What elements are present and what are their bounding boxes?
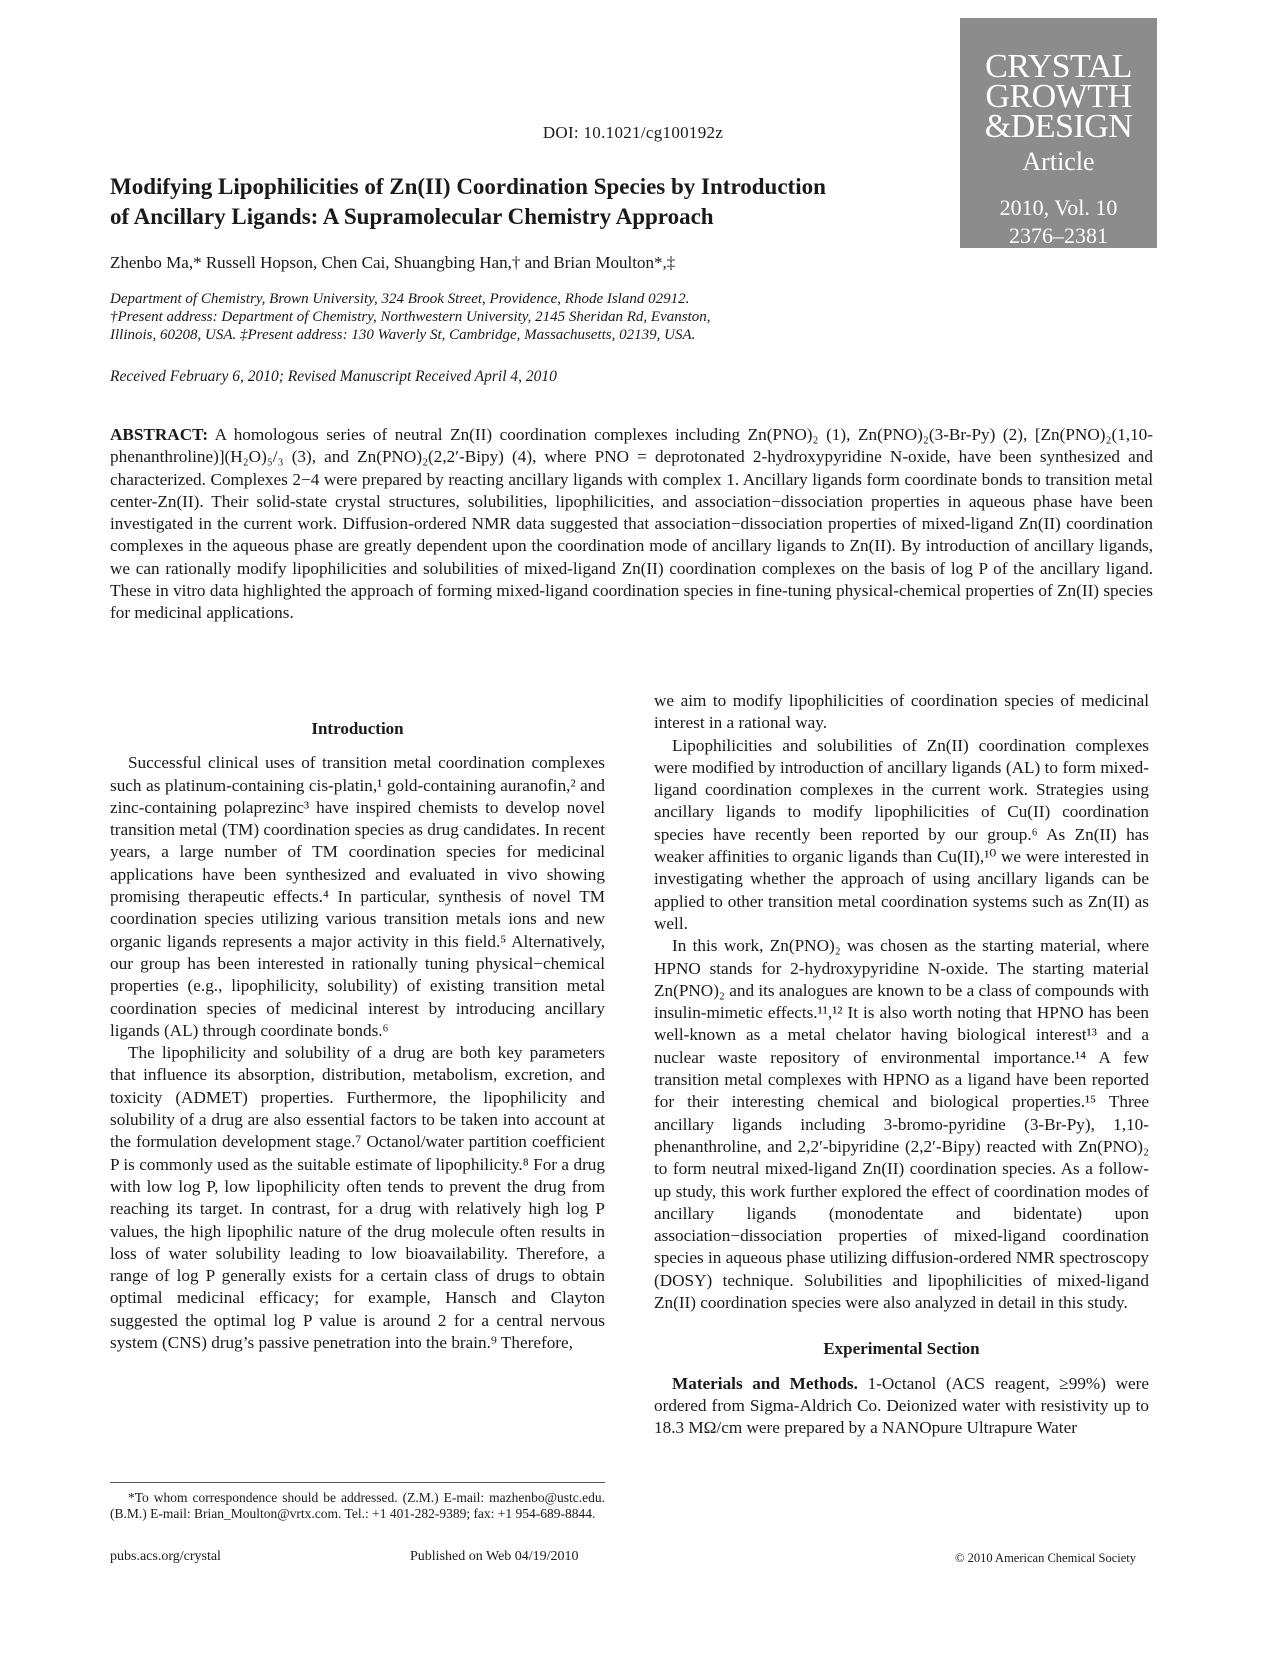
title-line-2: of Ancillary Ligands: A Supramolecular Chemistry Approach <box>110 204 714 229</box>
methods-label: Materials and Methods. <box>672 1373 858 1393</box>
authors: Zhenbo Ma,* Russell Hopson, Chen Cai, Shuangbing Han,† and Brian Moulton*,‡ <box>110 253 676 272</box>
footer-copyright: © 2010 American Chemical Society <box>955 1551 1136 1565</box>
article-title <box>110 172 910 232</box>
right-column <box>654 690 1149 1440</box>
affiliations <box>110 290 890 344</box>
abstract <box>110 424 1153 625</box>
journal-name-line-2: GROWTH <box>985 78 1132 115</box>
footer-published-date: Published on Web 04/19/2010 <box>410 1549 579 1564</box>
intro-paragraph-4: In this work, Zn(PNO)₂ was chosen as the starting material, where HPNO stands for 2-hydroxypyridine N-oxide. The starting material Zn(PNO)₂ and its analogues are known to be a class of compounds with insulin-mimetic effects.¹¹,¹² It is also worth noting that HPNO has been well-known as a metal chelator having biological interest¹³ and a nuclear waste repository of environmental importance.¹⁴ A few transition metal complexes with HPNO as a ligand have been reported for their interesting chemical and biological properties.¹⁵ Three ancillary ligands including 3-bromo-pyridine (3-Br-Py), 1,10-phenanthroline, and 2,2′-bipyridine (2,2′-Bipy) reacted with Zn(PNO)₂ to form neutral mixed-ligand Zn(II) coordination species. As a follow-up study, this work further explored the effect of coordination modes of ancillary ligands (monodentate and bidentate) upon association−dissociation properties of mixed-ligand coordination species in aqueous phase utilizing diffusion-ordered NMR spectroscopy (DOSY) technique. Solubilities and lipophilicities of mixed-ligand Zn(II) coordination species were also analyzed in detail in this study. <box>654 936 1149 1313</box>
journal-volume: 2010, Vol. 10 <box>999 195 1118 220</box>
footnote-divider <box>110 1482 605 1483</box>
footer-journal-url: pubs.acs.org/crystal <box>110 1549 221 1564</box>
intro-paragraph-1: Successful clinical uses of transition metal coordination complexes such as platinum-containing cis-platin,¹ gold-containing auranofin,² and zinc-containing polaprezinc³ have inspired chemists to develop novel transition metal (TM) coordination species as drug candidates. In recent years, a large number of TM coordination species for medicinal applications have been synthesized and evaluated in vivo showing promising therapeutic effects.⁴ In particular, synthesis of novel TM coordination species utilizing various transition metals ions and new organic ligands represents a major activity in this field.⁵ Alternatively, our group has been interested in rationally tuning physical−chemical properties (e.g., lipophilicity, solubility) of existing transition metal coordination species of medicinal interest by introducing ancillary ligands (AL) through coordinate bonds.⁶ <box>110 753 605 1040</box>
affiliation-line-3: Illinois, 60208, USA. ‡Present address: 130 Waverly St, Cambridge, Massachusetts, 02139, USA. <box>110 327 696 343</box>
journal-name-line-1: CRYSTAL <box>985 48 1132 85</box>
intro-paragraph-2: The lipophilicity and solubility of a drug are both key parameters that influence its absorption, distribution, metabolism, excretion, and toxicity (ADMET) properties. Furthermore, the lipophilicity and solubility of a drug are also essential factors to be taken into account at the formulation development stage.⁷ Octanol/water partition coefficient P is commonly used as the suitable estimate of lipophilicity.⁸ For a drug with low log P, low lipophilicity often tends to prevent the drug from reaching its target. In contrast, for a drug with relatively high log P values, the high lipophilic nature of the drug molecule often results in loss of water solubility leading to low bioavailability. Therefore, a range of log P generally exists for a certain class of drugs to obtain optimal medicinal efficacy; for example, Hansch and Clayton suggested the optimal log P value is around 2 for a central nervous system (CNS) drug’s passive penetration into the brain.⁹ Therefore, <box>110 1043 605 1353</box>
methods-text: 1-Octanol (ACS reagent, ≥99%) were ordered from Sigma-Aldrich Co. Deionized water with resistivity up to 18.3 MΩ/cm were prepared by a NANOpure Ultrapure Water <box>654 1373 1149 1438</box>
doi: DOI: 10.1021/cg100192z <box>542 123 724 142</box>
methods-paragraph <box>654 1373 1149 1440</box>
experimental-heading: Experimental Section <box>823 1339 980 1359</box>
affiliation-line-1: Department of Chemistry, Brown University, 324 Brook Street, Providence, Rhode Island 02912. <box>110 291 690 307</box>
intro-continuation: we aim to modify lipophilicities of coordination species of medicinal interest in a rational way. <box>654 691 1149 733</box>
intro-paragraph-3: Lipophilicities and solubilities of Zn(II) coordination complexes were modified by introduction of ancillary ligands (AL) to form mixed-ligand coordination complexes in the current work. Strategies using ancillary ligands to modify lipophilicities of Cu(II) coordination species have recently been reported by our group.⁶ As Zn(II) has weaker affinities to organic ligands than Cu(II),¹⁰ we were interested in investigating whether the approach of using ancillary ligands can be applied to other transition metal coordination systems such as Zn(II) as well. <box>654 735 1149 933</box>
introduction-heading: Introduction <box>311 719 404 738</box>
abstract-label: ABSTRACT: <box>110 425 209 444</box>
article-type: Article <box>1022 147 1095 176</box>
received-dates: Received February 6, 2010; Revised Manuscript Received April 4, 2010 <box>110 368 557 385</box>
left-column <box>110 718 605 1354</box>
abstract-text: A homologous series of neutral Zn(II) coordination complexes including Zn(PNO)₂ (1), Zn(PNO)₂(3-Br-Py) (2), [Zn(PNO)₂(1,10-phenanthroline)](H₂O)₅/₃ (3), and Zn(PNO)₂(2,2′-Bipy) (4), where PNO = deprotonated 2-hydroxypyridine N-oxide, have been synthesized and characterized. Complexes 2−4 were prepared by reacting ancillary ligands with complex 1. Ancillary ligands form coordinate bonds to transition metal center-Zn(II). Their solid-state crystal structures, solubilities, lipophilicities, and association−dissociation properties in aqueous phase have been investigated in the current work. Diffusion-ordered NMR data suggested that association−dissociation properties of mixed-ligand Zn(II) coordination complexes in the aqueous phase are greatly dependent upon the coordination mode of ancillary ligands to Zn(II). By introduction of ancillary ligands, we can rationally modify lipophilicities and solubilities of mixed-ligand Zn(II) coordination complexes on the basis of log P of the ancillary ligand. These in vitro data highlighted the approach of forming mixed-ligand coordination species in fine-tuning physical-chemical properties of Zn(II) species for medicinal applications. <box>110 425 1153 623</box>
correspondence-footnote: *To whom correspondence should be addressed. (Z.M.) E-mail: mazhenbo@ustc.edu. (B.M.) E-mail: Brian_Moulton@vrtx.com. Tel.: +1 401-282-9389; fax: +1 954-689-8844. <box>110 1490 605 1521</box>
journal-name-line-3: &DESIGN <box>984 108 1133 145</box>
title-line-1: Modifying Lipophilicities of Zn(II) Coordination Species by Introduction <box>110 174 826 199</box>
affiliation-line-2: †Present address: Department of Chemistry, Northwestern University, 2145 Sheridan Rd, Evanston, <box>110 309 711 325</box>
journal-pages: 2376–2381 <box>1009 223 1108 248</box>
